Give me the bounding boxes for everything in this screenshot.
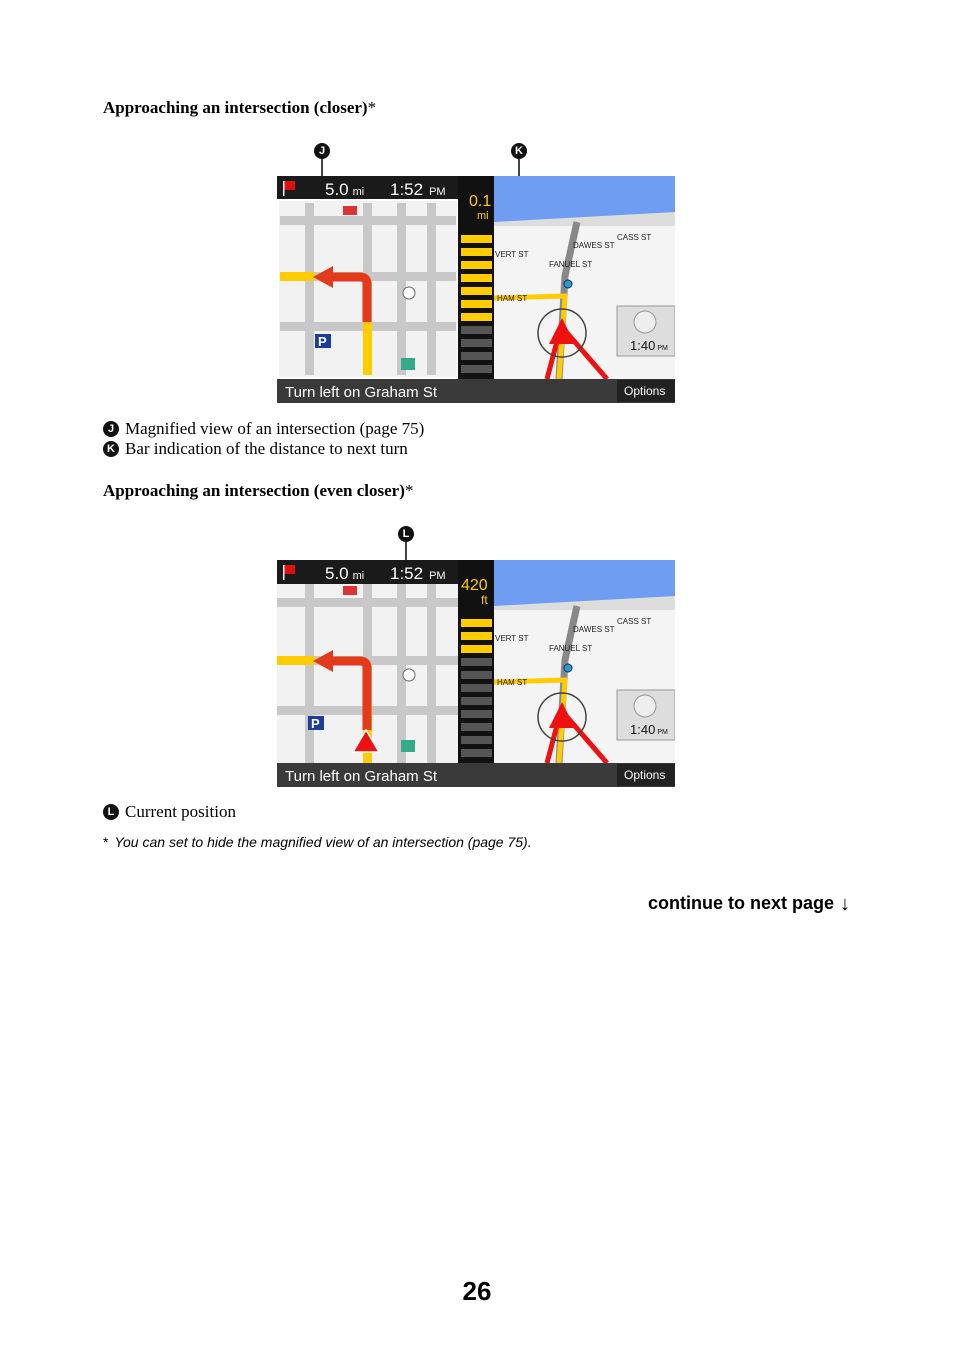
gas-station-icon <box>343 586 357 595</box>
destination-pin-icon <box>564 280 572 288</box>
svg-text:P: P <box>318 334 327 349</box>
svg-text:VERT ST: VERT ST <box>495 634 529 643</box>
svg-text:5.0mi: 5.0 mi <box>325 180 365 199</box>
svg-text:mi: mi <box>477 210 489 222</box>
flag-icon <box>283 181 295 190</box>
svg-text:1:40PM: 1:40 PM <box>630 338 668 353</box>
footnote: * You can set to hide the magnified view of an intersection (page 75). <box>103 834 532 850</box>
svg-text:CASS ST: CASS ST <box>617 617 652 626</box>
svg-text:DAWES ST: DAWES ST <box>573 241 615 250</box>
callout-l: L Current position <box>103 802 236 822</box>
svg-text:VERT ST: VERT ST <box>495 250 529 259</box>
shop-icon <box>401 740 415 752</box>
poi-icon <box>403 287 415 299</box>
nav-screen-closer <box>277 176 675 403</box>
svg-text:FANUEL ST: FANUEL ST <box>549 644 593 653</box>
callout-k: K Bar indication of the distance to next turn <box>103 439 408 459</box>
svg-text:1:52PM: 1:52 PM <box>390 564 446 583</box>
badge-k: K <box>511 143 527 159</box>
poi-icon <box>403 669 415 681</box>
svg-text:420: 420 <box>461 577 488 594</box>
distance-bar-indicator <box>461 235 492 373</box>
section1-heading: Approaching an intersection (closer)* <box>103 98 377 117</box>
distance-bar-indicator <box>461 619 492 757</box>
callout-j: J Magnified view of an intersection (page 75) <box>103 419 424 439</box>
instruction-text: Turn left on Graham St <box>285 384 438 401</box>
svg-text:CASS ST: CASS ST <box>617 233 652 242</box>
destination-pin-icon <box>564 664 572 672</box>
continue-to-next-page: continue to next page ↓ <box>647 892 850 915</box>
badge-l: L <box>398 526 414 542</box>
svg-text:1:52PM: 1:52 PM <box>390 180 446 199</box>
instruction-text: Turn left on Graham St <box>285 768 438 785</box>
svg-text:Options: Options <box>624 384 666 398</box>
section2-heading: Approaching an intersection (even closer)* <box>103 481 414 500</box>
svg-text:HAM ST: HAM ST <box>497 678 528 687</box>
svg-text:DAWES ST: DAWES ST <box>573 625 615 634</box>
svg-text:1:40PM: 1:40 PM <box>630 722 668 737</box>
flag-icon <box>283 565 295 574</box>
down-arrow-icon: ↓ <box>840 892 850 915</box>
svg-text:HAM ST: HAM ST <box>497 294 528 303</box>
shop-icon <box>401 358 415 370</box>
nav-screen-even-closer <box>277 560 675 787</box>
svg-text:ft: ft <box>481 593 488 607</box>
svg-text:0.1: 0.1 <box>469 193 492 210</box>
svg-text:P: P <box>311 716 320 731</box>
page-number: 26 <box>462 1276 492 1306</box>
gas-station-icon <box>343 206 357 215</box>
svg-text:Options: Options <box>624 768 666 782</box>
svg-text:5.0mi: 5.0 mi <box>325 564 365 583</box>
badge-j: J <box>314 143 330 159</box>
svg-text:FANUEL ST: FANUEL ST <box>549 260 593 269</box>
